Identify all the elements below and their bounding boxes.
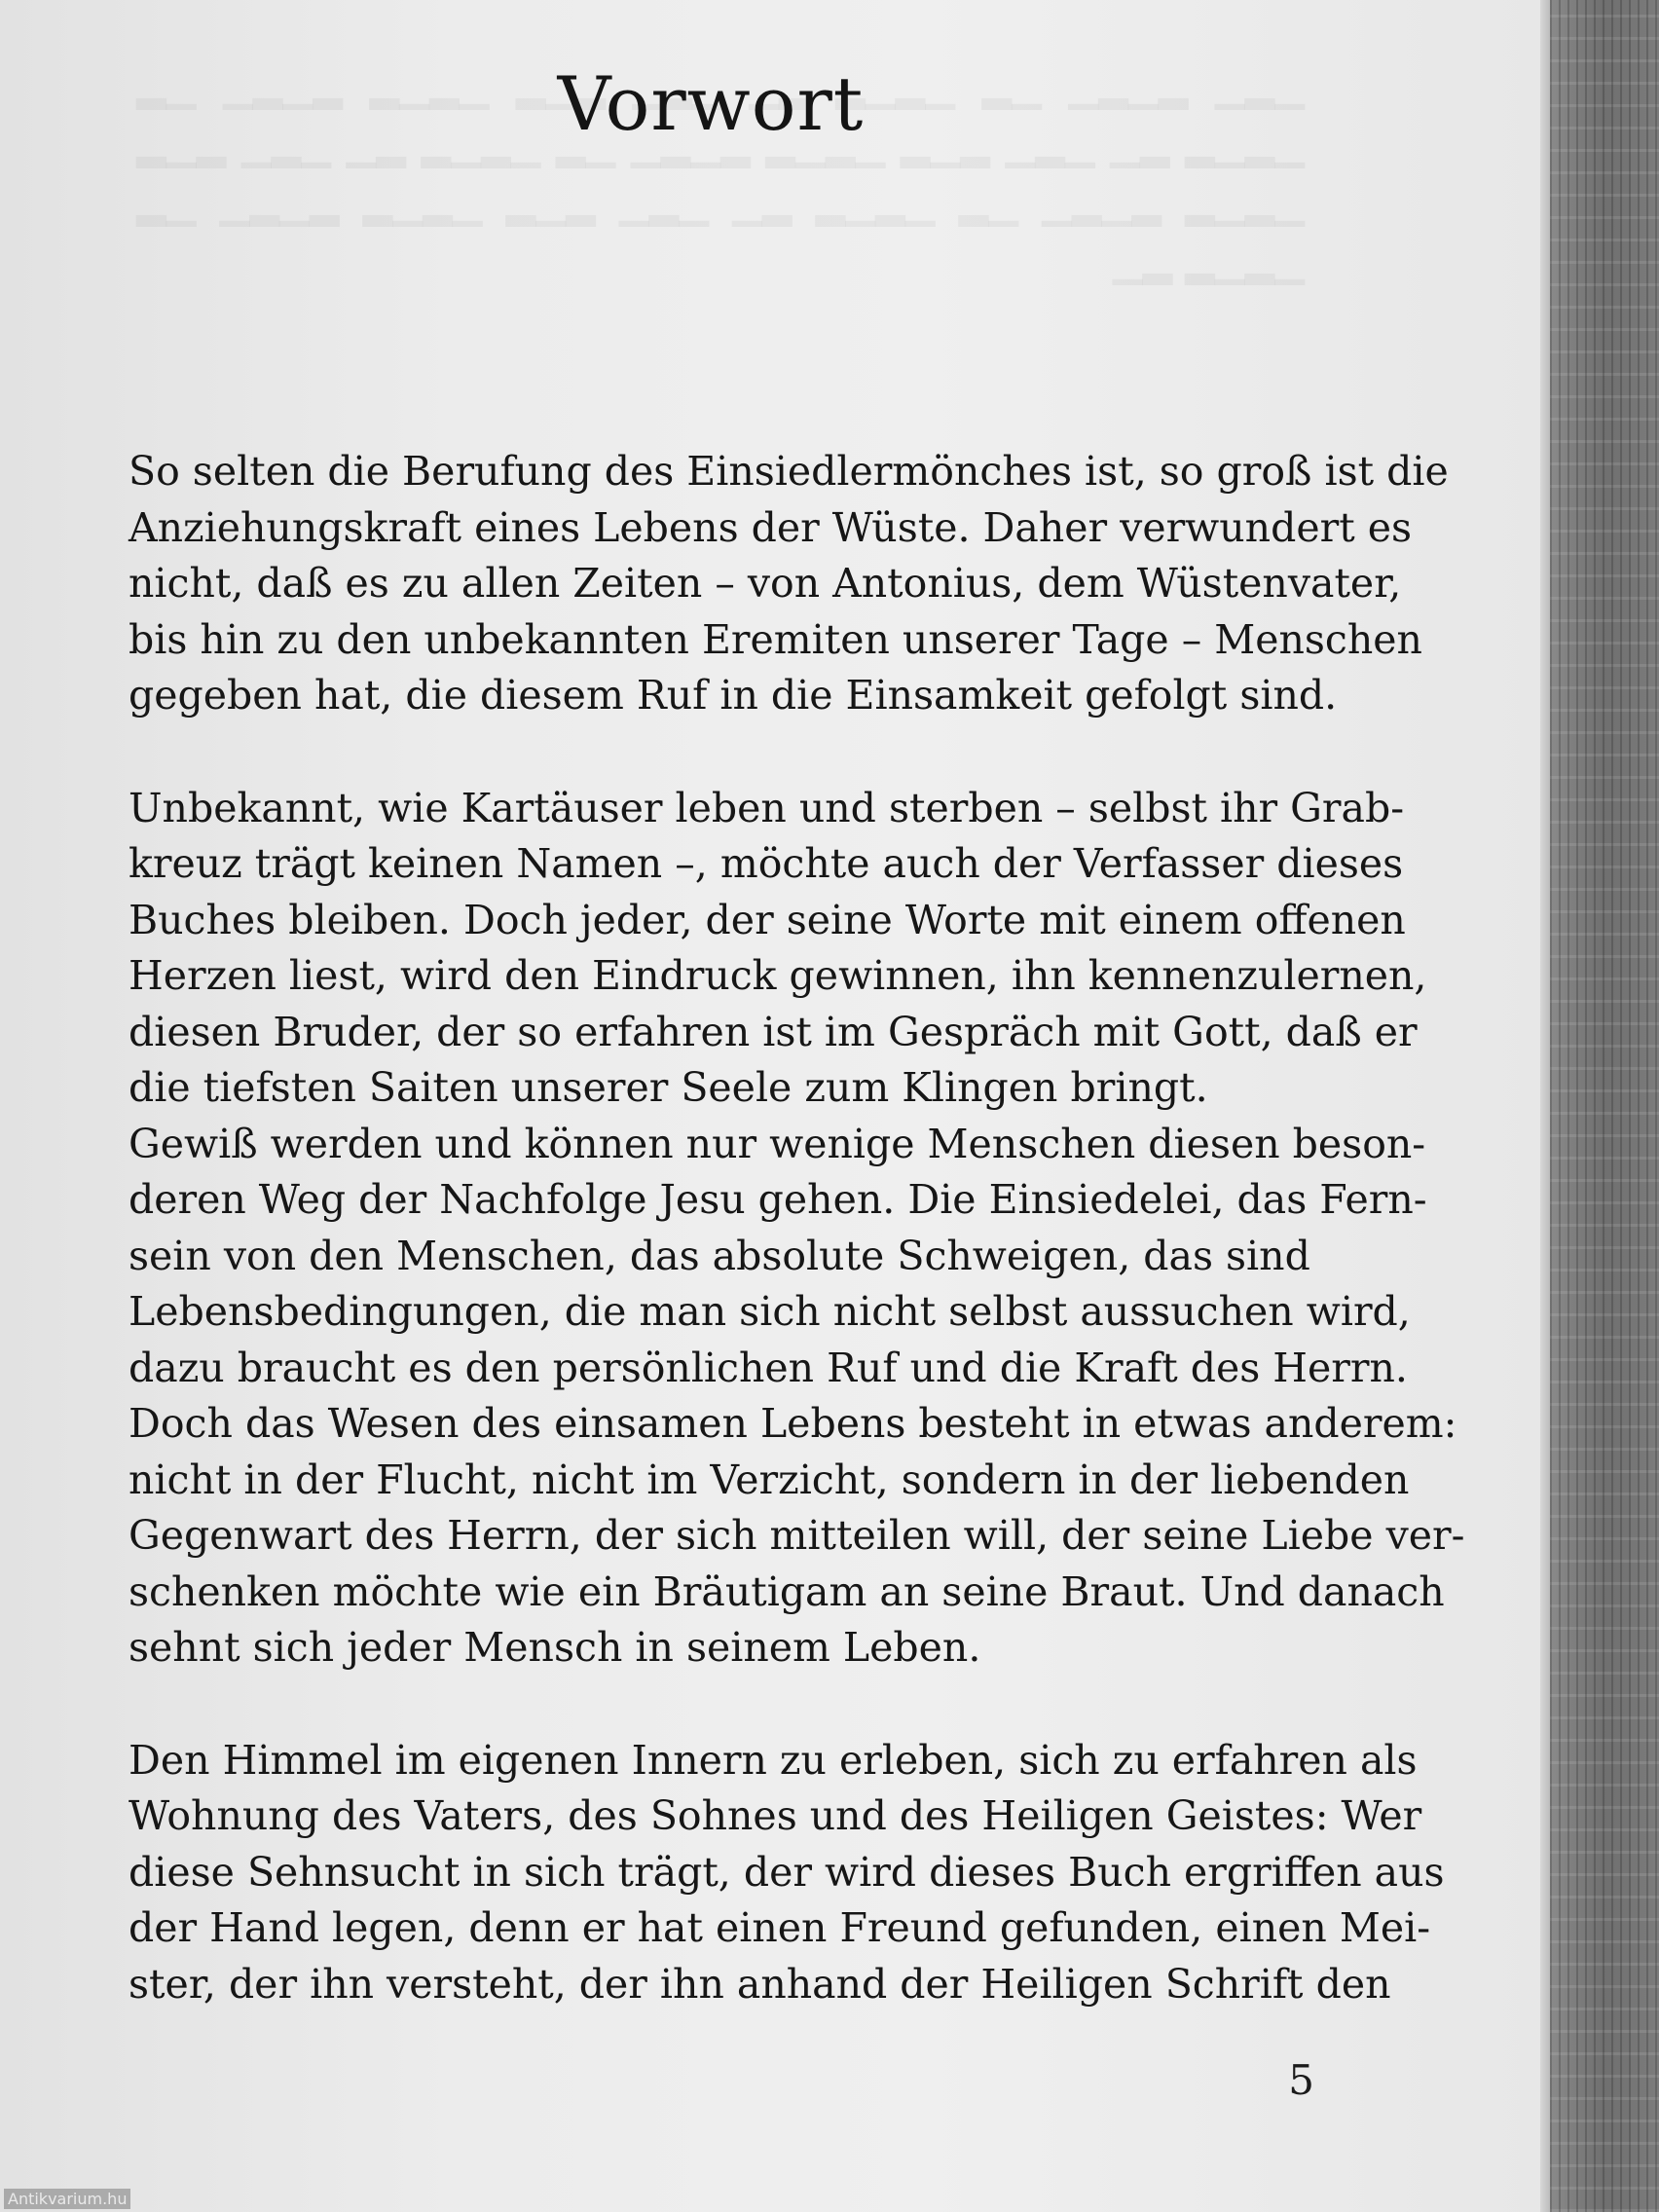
- text-line: Gegenwart des Herrn, der sich mitteilen will, der seine Liebe ver-: [129, 1512, 1465, 1559]
- text-line: diesen Bruder, der so erfahren ist im Gespräch mit Gott, daß er: [129, 1008, 1418, 1055]
- page-title: Vorwort: [557, 60, 865, 147]
- text-line: Wohnung des Vaters, des Sohnes und des Heiligen Geistes: Wer: [129, 1792, 1422, 1839]
- watermark: Antikvarium.hu: [4, 2189, 130, 2209]
- text-line: bis hin zu den unbekannten Eremiten unserer Tage – Menschen: [129, 615, 1422, 663]
- text-line: diese Sehnsucht in sich trägt, der wird dieses Buch ergriffen aus: [129, 1848, 1445, 1896]
- text-line: dazu braucht es den persönlichen Ruf und die Kraft des Herrn.: [129, 1344, 1408, 1391]
- text-line: Gewiß werden und können nur wenige Menschen diesen beson-: [129, 1120, 1426, 1167]
- text-line: der Hand legen, denn er hat einen Freund gefunden, einen Mei-: [129, 1904, 1431, 1951]
- text-line: So selten die Berufung des Einsiedlermönches ist, so groß ist die: [129, 448, 1449, 495]
- text-line: Buches bleiben. Doch jeder, der seine Worte mit einem offenen: [129, 896, 1406, 943]
- text-line: Anziehungskraft eines Lebens der Wüste. Daher verwundert es: [129, 503, 1413, 551]
- text-line: nicht, daß es zu allen Zeiten – von Antonius, dem Wüstenvater,: [129, 560, 1402, 607]
- text-line: Den Himmel im eigenen Innern zu erleben, sich zu erfahren als: [129, 1736, 1418, 1784]
- text-line: ster, der ihn versteht, der ihn anhand der Heiligen Schrift den: [129, 1960, 1391, 2008]
- text-line: schenken möchte wie ein Bräutigam an seine Braut. Und danach: [129, 1567, 1445, 1615]
- page-number: 5: [1288, 2056, 1314, 2104]
- page-edge-shadow: [1540, 0, 1550, 2212]
- background-surface: [1550, 0, 1659, 2212]
- text-line: gegeben hat, die diesem Ruf in die Einsamkeit gefolgt sind.: [129, 672, 1338, 719]
- text-line: deren Weg der Nachfolge Jesu gehen. Die Einsiedelei, das Fern-: [129, 1176, 1427, 1223]
- text-line: Lebensbedingungen, die man sich nicht selbst aussuchen wird,: [129, 1288, 1411, 1335]
- paragraph-2: [129, 781, 1465, 1677]
- paragraph-1: [129, 444, 1449, 724]
- text-line: Unbekannt, wie Kartäuser leben und sterben – selbst ihr Grab-: [129, 784, 1405, 831]
- text-line: Doch das Wesen des einsamen Lebens besteht in etwas anderem:: [129, 1400, 1457, 1447]
- text-line: die tiefsten Saiten unserer Seele zum Klingen bringt.: [129, 1064, 1208, 1111]
- paragraph-3: [129, 1733, 1445, 2013]
- text-line: sein von den Menschen, das absolute Schweigen, das sind: [129, 1232, 1310, 1279]
- text-line: nicht in der Flucht, nicht im Verzicht, sondern in der liebenden: [129, 1456, 1410, 1503]
- body-text: [129, 444, 1465, 2012]
- text-line: Herzen liest, wird den Eindruck gewinnen, ihn kennenzulernen,: [129, 952, 1427, 999]
- text-line: kreuz trägt keinen Namen –, möchte auch der Verfasser dieses: [129, 840, 1404, 887]
- text-line: sehnt sich jeder Mensch in seinem Leben.: [129, 1624, 981, 1671]
